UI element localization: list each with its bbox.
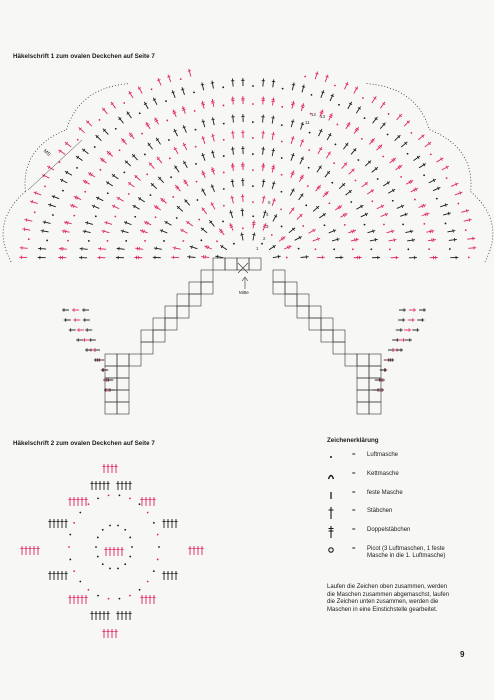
- stitch-symbol: [140, 497, 143, 506]
- arc-icon: [320, 470, 342, 482]
- stitch-symbol: [170, 571, 173, 580]
- legend-title: Zeichenerklärung: [327, 437, 379, 444]
- stitch-symbol: [52, 571, 55, 580]
- chain-dot: [97, 595, 99, 597]
- stitch-symbol: [68, 497, 71, 506]
- stitch-symbol: [148, 595, 151, 604]
- stitch-symbol: [64, 519, 67, 528]
- ring-icon: [320, 545, 342, 557]
- stitch-symbol: [128, 481, 131, 490]
- chain-dot: [129, 556, 131, 558]
- stitch-symbol: [162, 519, 165, 528]
- stitch-symbol: [110, 629, 113, 638]
- mitte-label: Mitte: [239, 290, 249, 295]
- stitch-symbol: [152, 595, 155, 604]
- stitch-symbol: [114, 464, 117, 473]
- stitch-symbol: [170, 519, 173, 528]
- legend-row: [320, 470, 470, 489]
- legend-text: Stäbchen: [367, 508, 393, 515]
- stitch-symbol: [148, 497, 151, 506]
- chain-dot: [79, 581, 81, 583]
- legend-equals: =: [352, 489, 356, 496]
- legend-equals: =: [352, 527, 356, 534]
- legend-row: [320, 526, 470, 545]
- chain-dot: [108, 494, 110, 496]
- stitch-symbol: [64, 571, 67, 580]
- chain-dot: [97, 556, 99, 558]
- stitch-symbol: [162, 571, 165, 580]
- legend-row: [320, 451, 470, 470]
- stitch-symbol: [60, 571, 63, 580]
- stitch-symbol: [56, 571, 59, 580]
- chain-dot: [158, 546, 160, 548]
- chain-dot: [69, 559, 71, 561]
- stitch-symbol: [80, 497, 83, 506]
- chain-dot: [108, 598, 110, 600]
- stitch-symbol: [120, 547, 123, 556]
- chain-dot: [119, 598, 121, 600]
- chain-dot: [79, 512, 81, 514]
- chain-dot: [157, 559, 159, 561]
- chain-dot: [129, 537, 131, 539]
- stitch-symbol: [76, 595, 79, 604]
- row-number: 1: [256, 246, 259, 251]
- stitch-symbol: [140, 595, 143, 604]
- stitch-symbol: [124, 481, 127, 490]
- ms-label: MS: [41, 148, 52, 158]
- stitch-symbol: [166, 519, 169, 528]
- stitch-symbol: [106, 629, 109, 638]
- chain-dot: [153, 522, 155, 524]
- stitch-symbol: [124, 611, 127, 620]
- stitch-symbol: [120, 611, 123, 620]
- chain-dot: [124, 529, 126, 531]
- stitch-symbol: [192, 546, 195, 555]
- stitch-symbol: [196, 546, 199, 555]
- double-dagger-icon: [320, 526, 342, 538]
- legend-text: feste Masche: [367, 489, 403, 496]
- legend-equals: =: [352, 452, 356, 458]
- legend-text: Luftmasche: [367, 452, 399, 458]
- row-number: 5: [268, 200, 271, 205]
- diagram-1-heading: Häkelschrift 1 zum ovalen Deckchen auf Seite 7: [13, 53, 155, 60]
- stitch-symbol: [52, 519, 55, 528]
- bar-icon: [320, 489, 342, 501]
- chain-dot: [147, 581, 149, 583]
- stitch-symbol: [60, 519, 63, 528]
- stitch-symbol: [84, 595, 87, 604]
- stitch-symbol: [188, 546, 191, 555]
- stitch-symbol: [144, 595, 147, 604]
- page-number: 9: [460, 650, 465, 659]
- chain-dot: [97, 537, 99, 539]
- chain-dot: [129, 497, 131, 499]
- chain-dot: [157, 534, 159, 536]
- row-number: 11: [305, 120, 310, 125]
- chain-dot: [153, 570, 155, 572]
- stitch-symbol: [174, 519, 177, 528]
- chain-dot: [102, 563, 104, 565]
- chain-dot: [109, 568, 111, 570]
- stitch-symbol: [116, 481, 119, 490]
- row-number: 2: [263, 236, 266, 241]
- stitch-symbol: [72, 595, 75, 604]
- row-number: 12: [311, 112, 317, 117]
- stitch-symbol: [106, 611, 109, 620]
- stitch-symbol: [108, 547, 111, 556]
- stitch-symbol: [36, 546, 39, 555]
- legend-note: Laufen die Zeichen oben zusammen, werden die Maschen zusammen abgemaschst, laufen die Zeichen unten zusammen, werden die Maschen in eine Einstichstelle gearbeitet.: [327, 584, 450, 613]
- stitch-symbol: [24, 546, 27, 555]
- chain-dot: [119, 494, 121, 496]
- row-number: 4: [266, 212, 269, 217]
- chain-dot: [117, 568, 119, 570]
- stitch-symbol: [120, 481, 123, 490]
- chain-dot: [147, 512, 149, 514]
- stitch-symbol: [94, 481, 97, 490]
- chain-dot: [69, 534, 71, 536]
- stitch-symbol: [106, 481, 109, 490]
- stitch-symbol: [112, 547, 115, 556]
- legend-equals: =: [352, 545, 356, 552]
- dot-icon: [320, 451, 342, 463]
- legend-equals: =: [352, 508, 356, 515]
- chain-dot: [109, 525, 111, 527]
- stitch-symbol: [56, 519, 59, 528]
- chain-dot: [97, 497, 99, 499]
- legend-text: Picot (3 Luftmaschen, 1 feste Masche in die 1. Luftmasche): [367, 545, 446, 560]
- stitch-symbol: [28, 546, 31, 555]
- stitch-symbol: [20, 546, 23, 555]
- chain-dot: [88, 589, 90, 591]
- stitch-symbol: [102, 481, 105, 490]
- stitch-symbol: [48, 571, 51, 580]
- chain-dot: [129, 595, 131, 597]
- stitch-symbol: [90, 611, 93, 620]
- legend-row: [320, 507, 470, 526]
- chain-dot: [139, 503, 141, 505]
- stitch-symbol: [114, 629, 117, 638]
- stitch-symbol: [116, 547, 119, 556]
- chain-dot: [73, 570, 75, 572]
- stitch-symbol: [144, 497, 147, 506]
- stitch-symbol: [84, 497, 87, 506]
- stitch-symbol: [68, 595, 71, 604]
- chain-dot: [95, 546, 97, 548]
- legend-text: Kettmasche: [367, 470, 399, 477]
- chain-dot: [73, 522, 75, 524]
- stitch-symbol: [110, 464, 113, 473]
- chain-dot: [88, 503, 90, 505]
- stitch-symbol: [90, 481, 93, 490]
- chain-dot: [102, 529, 104, 531]
- stitch-symbol: [116, 611, 119, 620]
- stitch-symbol: [104, 547, 107, 556]
- chain-dot: [131, 546, 133, 548]
- stitch-symbol: [152, 497, 155, 506]
- legend-row: [320, 545, 470, 564]
- stitch-symbol: [94, 611, 97, 620]
- row-number: 3: [266, 224, 269, 229]
- stitch-symbol: [48, 519, 51, 528]
- chain-dot: [139, 589, 141, 591]
- stitch-symbol: [102, 464, 105, 473]
- stitch-symbol: [102, 611, 105, 620]
- dagger-icon: [320, 507, 342, 519]
- legend-equals: =: [352, 470, 356, 477]
- stitch-symbol: [128, 611, 131, 620]
- stitch-symbol: [76, 497, 79, 506]
- stitch-symbol: [200, 546, 203, 555]
- row-number: 13: [320, 114, 326, 119]
- stitch-symbol: [72, 497, 75, 506]
- stitch-symbol: [80, 595, 83, 604]
- diagram-2-heading: Häkelschrift 2 zum ovalen Deckchen auf Seite 7: [13, 440, 155, 447]
- chain-dot: [68, 546, 70, 548]
- legend: [320, 451, 470, 564]
- stitch-symbol: [106, 464, 109, 473]
- chain-dot: [117, 525, 119, 527]
- stitch-symbol: [174, 571, 177, 580]
- stitch-symbol: [98, 611, 101, 620]
- stitch-symbol: [32, 546, 35, 555]
- legend-text: Doppelstäbchen: [367, 527, 411, 534]
- stitch-symbol: [102, 629, 105, 638]
- chain-dot: [124, 563, 126, 565]
- stitch-symbol: [98, 481, 101, 490]
- legend-row: [320, 489, 470, 508]
- stitch-symbol: [166, 571, 169, 580]
